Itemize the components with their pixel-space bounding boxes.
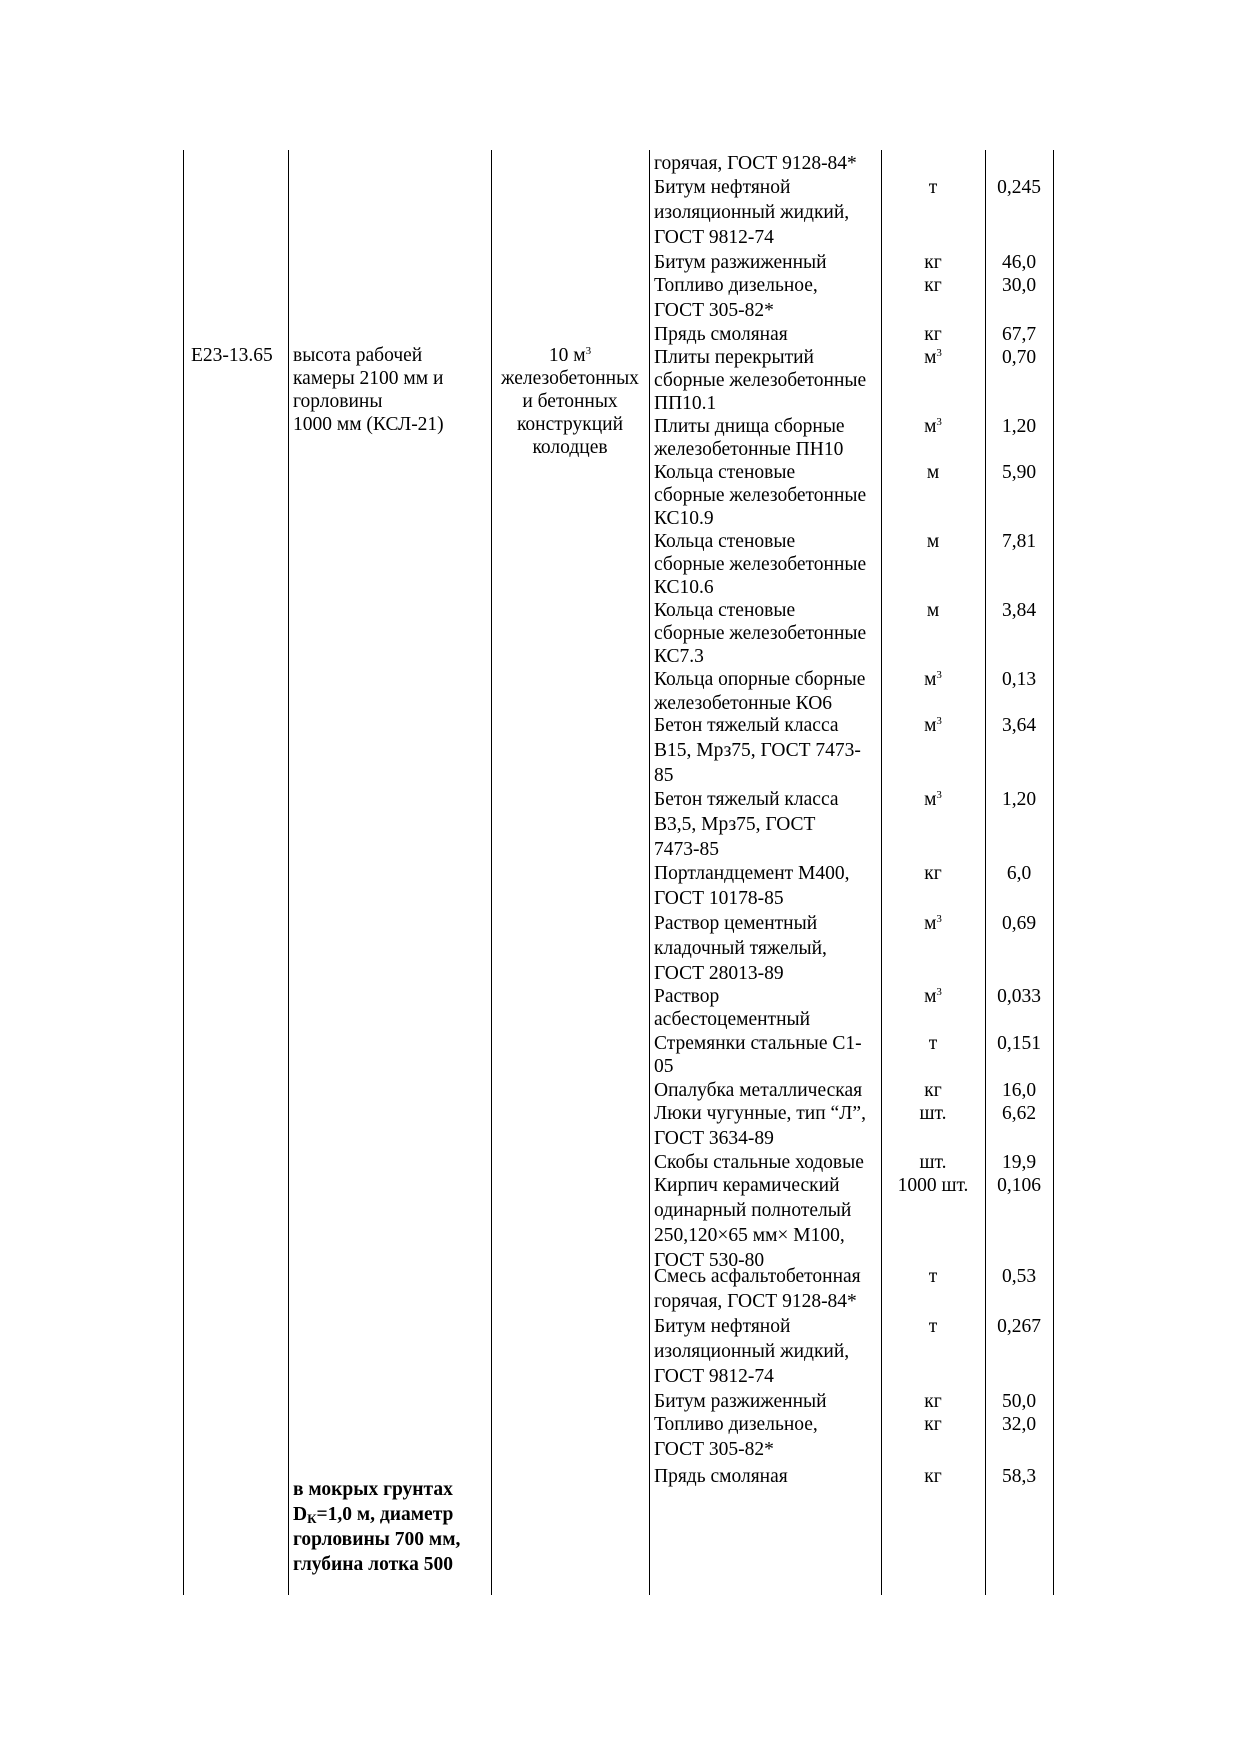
description-line: камеры 2100 мм и xyxy=(293,368,444,389)
material-name-line: асбестоцементный xyxy=(654,1009,811,1030)
material-name-line: 05 xyxy=(654,1056,674,1077)
material-name-line: ГОСТ 9812-74 xyxy=(654,227,774,248)
description-line: высота рабочей xyxy=(293,345,423,366)
material-name-line: ГОСТ 10178-85 xyxy=(654,888,784,909)
material-unit: м xyxy=(926,531,940,552)
material-name-line: сборные железобетонные xyxy=(654,370,867,391)
material-name-line: Портландцемент М400, xyxy=(654,863,850,884)
material-name-line: Топливо дизельное, xyxy=(654,1414,818,1435)
footer-line: $D_К=1,0$ м, диаметр xyxy=(293,1504,454,1526)
material-name-line: Скобы стальные ходовые xyxy=(654,1152,864,1173)
material-name-line: Битум разжиженный xyxy=(654,1391,827,1412)
material-quantity: 0,106 xyxy=(997,1175,1041,1196)
material-quantity: 50,0 xyxy=(1001,1391,1037,1412)
material-name-line: Битум нефтяной xyxy=(654,177,791,198)
material-quantity: 19,9 xyxy=(1001,1152,1037,1173)
material-unit: кг xyxy=(924,1466,942,1487)
material-quantity: 7,81 xyxy=(1001,531,1037,552)
material-unit: $м^3$ xyxy=(924,669,942,690)
material-quantity: 16,0 xyxy=(1001,1080,1037,1101)
material-name-line: кладочный тяжелый, xyxy=(654,938,827,959)
table-border xyxy=(1053,150,1054,1595)
material-name-line: Кольца стеновые xyxy=(654,600,796,621)
material-quantity: 0,53 xyxy=(1001,1266,1037,1287)
material-name-line: Стремянки стальные С1- xyxy=(654,1033,862,1054)
unit-line: и бетонных xyxy=(522,391,618,412)
material-unit: кг xyxy=(924,275,942,296)
material-name-line: В3,5, Мрз75, ГОСТ xyxy=(654,814,816,835)
material-unit: $м^3$ xyxy=(924,789,942,810)
material-name-line: Смесь асфальтобетонная xyxy=(654,1266,861,1287)
material-quantity: 6,0 xyxy=(1006,863,1032,884)
table-border xyxy=(288,150,289,1595)
material-unit: т xyxy=(928,1266,938,1287)
material-quantity: 30,0 xyxy=(1001,275,1037,296)
material-unit: шт. xyxy=(919,1103,947,1124)
material-quantity: 0,70 xyxy=(1001,347,1037,368)
material-quantity: 46,0 xyxy=(1001,252,1037,273)
material-unit: $м^3$ xyxy=(924,715,942,736)
material-name-line: Бетон тяжелый класса xyxy=(654,789,839,810)
material-quantity: 0,033 xyxy=(997,986,1041,1007)
material-name-line: горячая, ГОСТ 9128-84* xyxy=(654,1291,857,1312)
material-name-line: одинарный полнотелый xyxy=(654,1200,852,1221)
material-quantity: 0,69 xyxy=(1001,913,1037,934)
material-quantity: 1,20 xyxy=(1001,416,1037,437)
footer-line: глубина лотка 500 xyxy=(293,1554,453,1575)
material-unit: т xyxy=(928,1033,938,1054)
footer-line: в мокрых грунтах xyxy=(293,1479,453,1500)
material-name-line: Битум разжиженный xyxy=(654,252,827,273)
material-name-line: Битум нефтяной xyxy=(654,1316,791,1337)
material-name-line: Плиты перекрытий xyxy=(654,347,814,368)
material-name-line: железобетонные ПН10 xyxy=(654,439,844,460)
material-quantity: 0,151 xyxy=(997,1033,1041,1054)
material-name-line: Топливо дизельное, xyxy=(654,275,818,296)
material-name-line: 250,120×65 мм× М100, xyxy=(654,1225,845,1246)
material-quantity: 0,245 xyxy=(997,177,1041,198)
material-name-line: сборные железобетонные xyxy=(654,485,867,506)
material-unit: $м^3$ xyxy=(924,913,942,934)
material-quantity: 0,13 xyxy=(1001,669,1037,690)
material-quantity: 0,267 xyxy=(997,1316,1041,1337)
material-name-line: Прядь смоляная xyxy=(654,1466,788,1487)
material-quantity: 5,90 xyxy=(1001,462,1037,483)
material-name-line: Плиты днища сборные xyxy=(654,416,845,437)
material-unit: кг xyxy=(924,324,942,345)
description-line: 1000 мм (КСЛ-21) xyxy=(293,414,444,435)
material-unit: кг xyxy=(924,252,942,273)
material-name-line: ГОСТ 305-82* xyxy=(654,1439,774,1460)
material-name-line: изоляционный жидкий, xyxy=(654,202,850,223)
material-unit: $м^3$ xyxy=(924,986,942,1007)
material-name-line: Бетон тяжелый класса xyxy=(654,715,839,736)
material-unit: т xyxy=(928,1316,938,1337)
material-name-line: Кольца стеновые xyxy=(654,531,796,552)
material-quantity: 58,3 xyxy=(1001,1466,1037,1487)
material-name-line: Кольца стеновые xyxy=(654,462,796,483)
material-unit: м xyxy=(926,600,940,621)
material-name-line: 7473-85 xyxy=(654,839,719,860)
material-name-line: ГОСТ 28013-89 xyxy=(654,963,784,984)
unit-line: конструкций xyxy=(516,414,624,435)
material-name-line: сборные железобетонные xyxy=(654,623,867,644)
material-unit: $м^3$ xyxy=(924,347,942,368)
material-unit: шт. xyxy=(919,1152,947,1173)
material-unit: м xyxy=(926,462,940,483)
unit-line: железобетонных xyxy=(501,368,639,389)
material-unit: кг xyxy=(924,1414,942,1435)
material-name-line: ПП10.1 xyxy=(654,393,717,414)
material-unit: т xyxy=(928,177,938,198)
material-unit: 1000 шт. xyxy=(897,1175,969,1196)
material-name-line: КС10.6 xyxy=(654,577,714,598)
footer-line: горловины 700 мм, xyxy=(293,1529,461,1550)
material-name-line: Люки чугунные, тип “Л”, xyxy=(654,1103,866,1124)
material-name-line: Кирпич керамический xyxy=(654,1175,840,1196)
unit-amount: 10 $м^3$ xyxy=(548,345,592,366)
material-name-line: В15, Мрз75, ГОСТ 7473- xyxy=(654,740,861,761)
material-quantity: 3,84 xyxy=(1001,600,1037,621)
material-name-line: 85 xyxy=(654,765,674,786)
material-name-line: Раствор xyxy=(654,986,720,1007)
table-border xyxy=(183,150,184,1595)
material-name-line: изоляционный жидкий, xyxy=(654,1341,850,1362)
material-name-line: Кольца опорные сборные xyxy=(654,669,866,690)
table-border xyxy=(649,150,650,1595)
material-quantity: 1,20 xyxy=(1001,789,1037,810)
material-name-line: железобетонные КО6 xyxy=(654,693,833,714)
material-name-line: сборные железобетонные xyxy=(654,554,867,575)
material-unit: кг xyxy=(924,1391,942,1412)
material-name-line: Опалубка металлическая xyxy=(654,1080,863,1101)
material-name-line: горячая, ГОСТ 9128-84* xyxy=(654,153,857,174)
material-name-line: КС10.9 xyxy=(654,508,714,529)
material-quantity: 3,64 xyxy=(1001,715,1037,736)
material-name-line: ГОСТ 305-82* xyxy=(654,300,774,321)
material-name-line: Прядь смоляная xyxy=(654,324,788,345)
material-name-line: ГОСТ 530-80 xyxy=(654,1250,765,1271)
material-unit: $м^3$ xyxy=(924,416,942,437)
material-unit: кг xyxy=(924,1080,942,1101)
description-line: горловины xyxy=(293,391,383,412)
material-name-line: ГОСТ 9812-74 xyxy=(654,1366,774,1387)
unit-line: колодцев xyxy=(532,437,608,458)
norm-code: Е23-13.65 xyxy=(191,345,273,366)
material-name-line: ГОСТ 3634-89 xyxy=(654,1128,774,1149)
material-unit: кг xyxy=(924,863,942,884)
material-name-line: КС7.3 xyxy=(654,646,704,667)
material-quantity: 67,7 xyxy=(1001,324,1037,345)
material-quantity: 32,0 xyxy=(1001,1414,1037,1435)
material-quantity: 6,62 xyxy=(1001,1103,1037,1124)
material-name-line: Раствор цементный xyxy=(654,913,818,934)
